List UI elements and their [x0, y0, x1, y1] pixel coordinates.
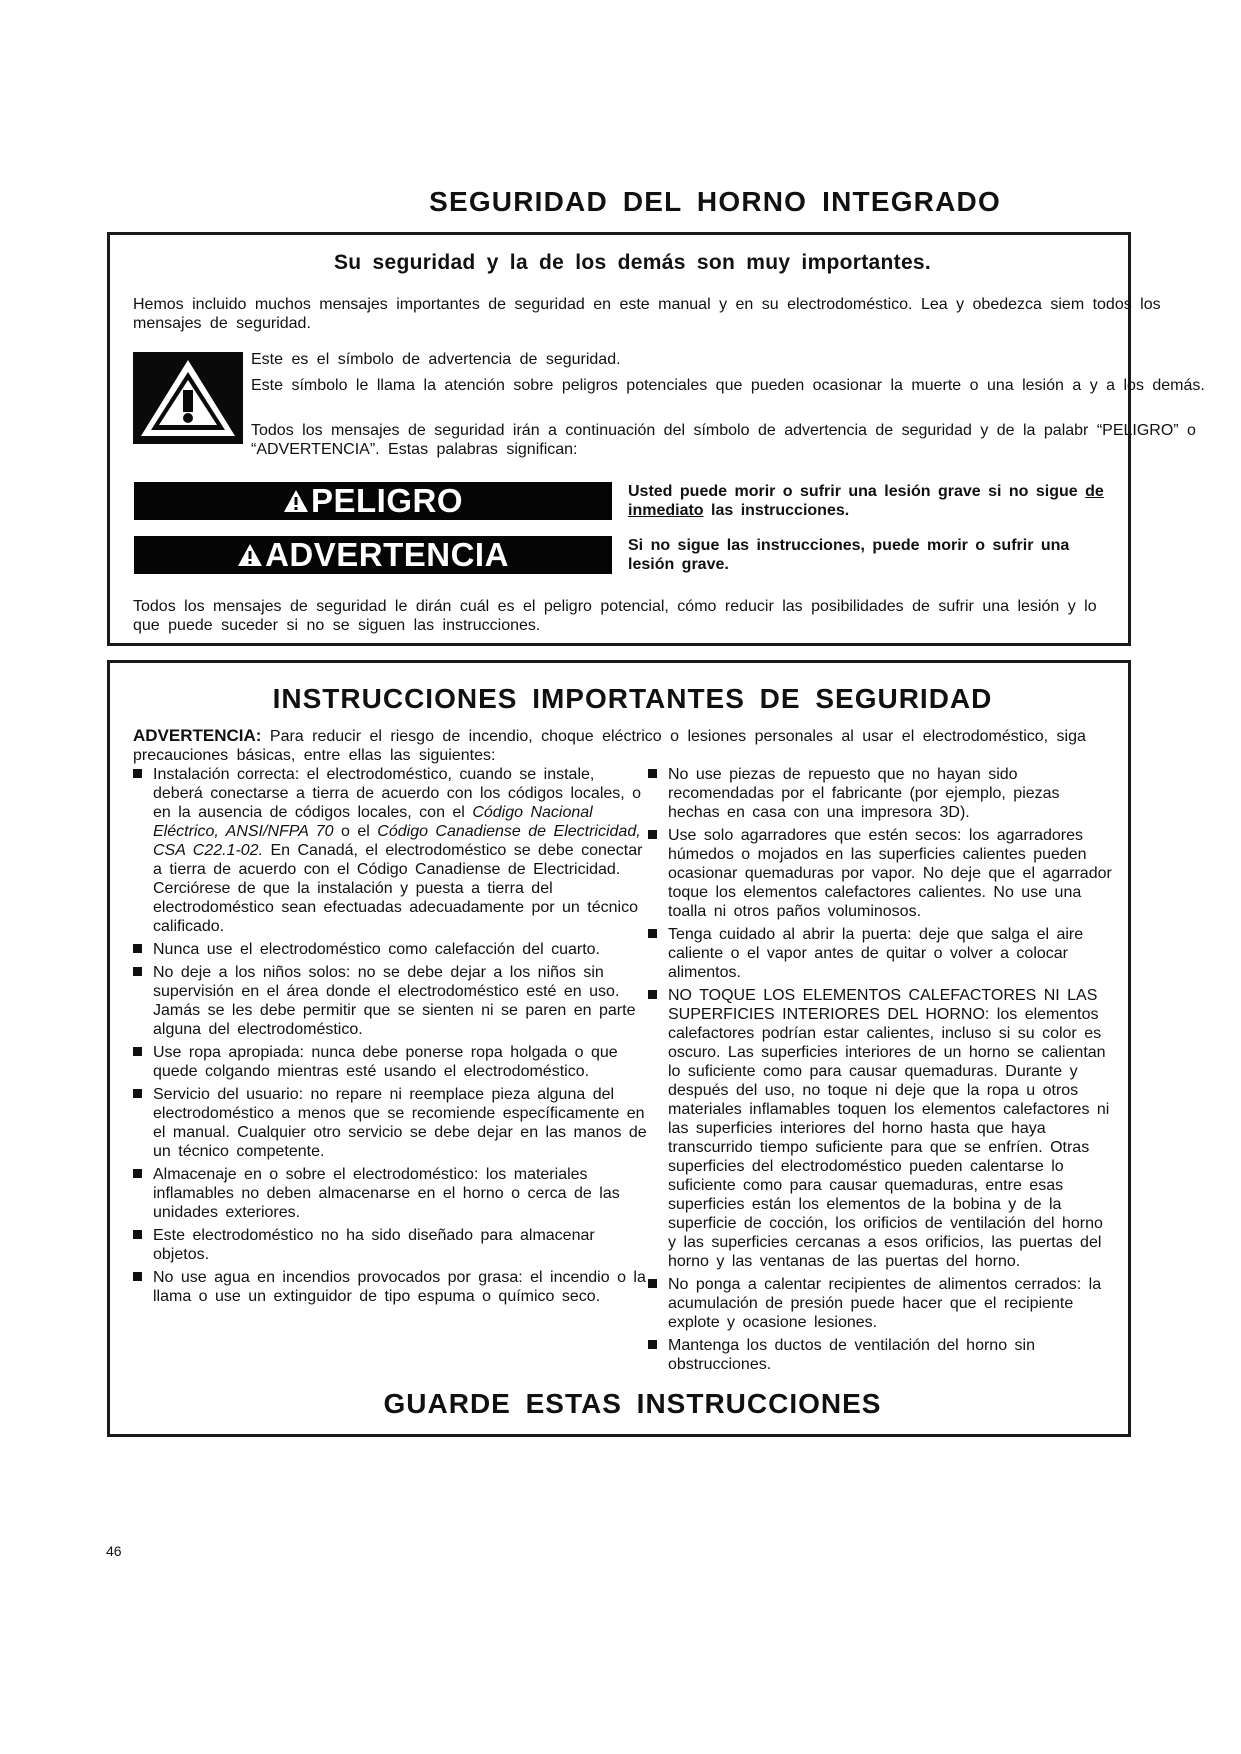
bullet-square-icon: [133, 1272, 142, 1281]
warning-triangle-icon: [133, 352, 243, 444]
list-item: Almacenaje en o sobre el electrodoméstico: los materiales inflamables no deben almacenarse en el horno o cerca de las unidades exteriores.: [133, 1165, 648, 1222]
list-item: No ponga a calentar recipientes de alimentos cerrados: la acumulación de presión puede hacer que el recipiente explote y ocasione lesiones.: [648, 1275, 1118, 1332]
alert-triangle-icon: [237, 543, 263, 567]
safety-subheading: Su seguridad y la de los demás son muy importantes.: [333, 251, 932, 274]
list-item: No deje a los niños solos: no se debe dejar a los niños sin supervisión en el área donde el electrodoméstico esté en uso. Jamás se les debe permitir que se sienten ni se paren en parte alguna del electrodoméstico.: [133, 963, 648, 1039]
bullet-square-icon: [133, 944, 142, 953]
alert-triangle-icon: [283, 489, 309, 513]
page-number: 46: [106, 1543, 122, 1559]
list-item: Tenga cuidado al abrir la puerta: deje que salga el aire caliente o el vapor antes de quitar o volver a colocar alimentos.: [648, 925, 1118, 982]
list-item: Use solo agarradores que estén secos: los agarradores húmedos o mojados en las superficies calientes pueden ocasionar quemaduras por vapor. No deje que el agarrador toque los elementos calefactores calientes. No use una toalla ni otros paños voluminosos.: [648, 826, 1118, 921]
warning-description: Si no sigue las instrucciones, puede morir o sufrir una lesión grave.: [628, 537, 1070, 573]
page-title: SEGURIDAD DEL HORNO INTEGRADO: [429, 186, 1001, 217]
list-item: Mantenga los ductos de ventilación del horno sin obstrucciones.: [648, 1336, 1118, 1374]
left-column: [133, 765, 648, 1310]
bullet-square-icon: [648, 929, 657, 938]
danger-text-post: las instrucciones.: [711, 502, 850, 519]
safety-footer: Todos los mensajes de seguridad le dirán cuál es el peligro potencial, cómo reducir las posibilidades de sufrir una lesión y lo que puede suceder si no se siguen las instrucciones.: [133, 598, 1097, 634]
symbol-line-3: Todos los mensajes de seguridad irán a continuación del símbolo de advertencia de seguridad y de la palabr “PELIGRO” o “ADVERTENCIA”. Estas palabras significan:: [251, 422, 1196, 458]
list-item: No use piezas de repuesto que no hayan sido recomendadas por el fabricante (por ejemplo, piezas hechas en casa con una impresora 3D).: [648, 765, 1118, 822]
symbol-line-2: Este símbolo le llama la atención sobre peligros potenciales que pueden ocasionar la muerte o una lesión a y a los demás.: [251, 377, 1205, 394]
warning-signal-bar: [134, 536, 612, 574]
warning-label: ADVERTENCIA: [265, 536, 509, 573]
bullet-square-icon: [648, 990, 657, 999]
danger-description: [628, 482, 1128, 520]
bullet-square-icon: [133, 769, 142, 778]
advertencia-intro: [133, 726, 1108, 765]
list-item: Use ropa apropiada: nunca debe ponerse ropa holgada o que quede colgando mientras esté usando el electrodoméstico.: [133, 1043, 648, 1081]
bullet-square-icon: [648, 1279, 657, 1288]
danger-signal-bar: [134, 482, 612, 520]
danger-label: PELIGRO: [310, 482, 464, 519]
list-item: NO TOQUE LOS ELEMENTOS CALEFACTORES NI LAS SUPERFICIES INTERIORES DEL HORNO: los elementos calefactores podrían estar calientes, incluso si su color es oscuro. Las superficies interiores de un horno se calientan lo suficiente como para causar quemaduras. Durante y después del uso, no toque ni deje que la ropa u otros materiales inflamables toquen los elementos calefactores ni las superficies interiores del horno hasta que haya transcurrido tiempo suficiente para que se enfríen. Otras superficies del electrodoméstico pueden calentarse lo suficiente como para causar quemaduras, entre esas superficies están los elementos de la bobina y de la superficie de cocción, los orificios de ventilación del horno y las superficies cercanas a esos orificios, las puertas del horno y las ventanas de las puertas del horno.: [648, 986, 1118, 1271]
bullet-square-icon: [133, 967, 142, 976]
danger-text-underlined: de inmediato: [628, 483, 1104, 519]
bullet-square-icon: [133, 1089, 142, 1098]
symbol-line-1: Este es el símbolo de advertencia de seguridad.: [251, 351, 621, 368]
instructions-heading: INSTRUCCIONES IMPORTANTES DE SEGURIDAD: [272, 683, 993, 714]
closing-heading: GUARDE ESTAS INSTRUCCIONES: [383, 1388, 882, 1419]
danger-text-pre: Usted puede morir o sufrir una lesión grave si no sigue: [628, 483, 1078, 500]
bullet-square-icon: [648, 769, 657, 778]
bullet-square-icon: [133, 1169, 142, 1178]
advertencia-lead: ADVERTENCIA:: [133, 726, 262, 745]
bullet-square-icon: [133, 1230, 142, 1239]
list-item: Este electrodoméstico no ha sido diseñado para almacenar objetos.: [133, 1226, 648, 1264]
right-column: [648, 765, 1118, 1378]
list-item: Instalación correcta: el electrodoméstico, cuando se instale, deberá conectarse a tierra de acuerdo con los códigos locales, o en la ausencia de códigos locales, con el Código Nacional Eléctrico, ANSI/NFPA 70 o el Código Canadiense de Electricidad, CSA C22.1-02. En Canadá, el electrodoméstico se debe conectar a tierra de acuerdo con el Código Canadiense de Electricidad. Cerciórese de que la instalación y puesta a tierra del electrodoméstico sean efectuadas adecuadamente por un técnico calificado.: [133, 765, 648, 936]
advertencia-text: Para reducir el riesgo de incendio, choque eléctrico o lesiones personales al usar el electrodoméstico, siga precauciones básicas, entre ellas las siguientes:: [133, 728, 1086, 764]
list-item: Servicio del usuario: no repare ni reemplace pieza alguna del electrodoméstico a menos que se recomiende específicamente en el manual. Cualquier otro servicio se debe dejar en las manos de un técnico competente.: [133, 1085, 648, 1161]
bullet-square-icon: [133, 1047, 142, 1056]
list-item: Nunca use el electrodoméstico como calefacción del cuarto.: [133, 940, 648, 959]
bullet-square-icon: [648, 1340, 657, 1349]
safety-message-box: [107, 232, 1205, 646]
instructions-box: [107, 660, 1131, 1437]
list-item: No use agua en incendios provocados por grasa: el incendio o la llama o use un extinguidor de tipo espuma o químico seco.: [133, 1268, 648, 1306]
bullet-square-icon: [648, 830, 657, 839]
safety-intro: Hemos incluido muchos mensajes importantes de seguridad en este manual y en su electrodoméstico. Lea y obedezca siem todos los mensajes de seguridad.: [133, 296, 1161, 332]
